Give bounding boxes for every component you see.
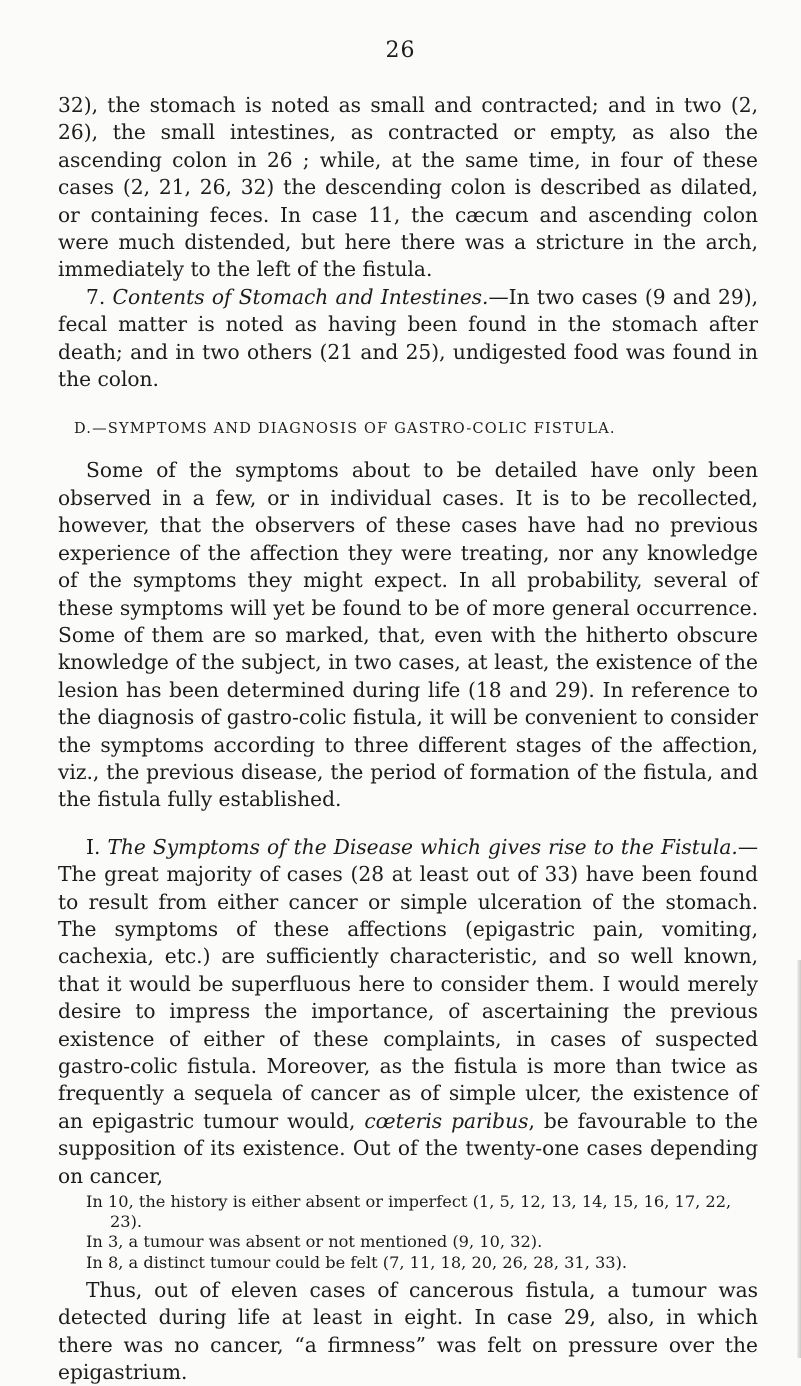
section-7-text: —In two cases (9 and 29), fecal matter is noted as having been found in the stomach after death; and in two others (21 and 25), undigested food was found in the colon. xyxy=(58,284,758,392)
section-7-paragraph xyxy=(58,284,758,394)
case-list-item: In 3, a tumour was absent or not mentioned (9, 10, 32). xyxy=(86,1232,543,1252)
section-7-number: 7. xyxy=(86,284,106,309)
case-list-item: In 8, a distinct tumour could be felt (7, 11, 18, 20, 26, 28, 31, 33). xyxy=(86,1252,628,1272)
section-i-text-b: , be favourable to the supposition of its existence. Out of the twenty-one cases depending on cancer, xyxy=(58,1108,758,1188)
page-edge-shadow xyxy=(797,960,801,1358)
final-paragraph: Thus, out of eleven cases of cancerous fistula, a tumour was detected during life at least in eight. In case 29, also, in which there was no cancer, “a firmness” was felt on pressure over the epigastrium. xyxy=(58,1277,758,1385)
paragraph-continuation: 32), the stomach is noted as small and contracted; and in two (2, 26), the small intestines, as contracted or empty, as also the ascending colon in 26 ; while, at the same time, in four of these cases (2, 21, 26, 32) the descending colon is described as dilated, or containing feces. In case 11, the cæcum and ascending colon were much distended, but here there was a stricture in the arch, immediately to the left of the fistula. xyxy=(58,93,758,282)
section-i-text-a: — The great majority of cases (28 at least out of 33) have been found to result from either cancer or simple ulceration of the stomach. The symptoms of these affections (epigastric pain, vomiting, cachexia, etc.) are sufficiently characteristic, and so well known, that it would be superfluous here to consider them. I would merely desire to impress the importance, of ascertaining the previous existence of either of these complaints, in cases of suspected gastro-colic fistula. Moreover, as the fistula is more than twice as frequently a sequela of cancer as of simple ulcer, the existence of an epigastric tumour would, xyxy=(58,834,759,1133)
page-number: 26 xyxy=(385,38,416,63)
section-i-number: I. xyxy=(86,834,101,859)
symptoms-paragraph: Some of the symptoms about to be detailed have only been observed in a few, or in individual cases. It is to be recollected, however, that the observers of these cases have had no previous experience of the affection they were treating, nor any knowledge of the symptoms they might expect. In all probability, several of these symptoms will yet be found to be of more general occurrence. Some of them are so marked, that, even with the hitherto obscure knowledge of the subject, in two cases, at least, the existence of the lesion has been determined during life (18 and 29). In reference to the diagnosis of gastro-colic fistula, it will be convenient to consider the symptoms according to three different stages of the affection, viz., the previous disease, the period of formation of the fistula, and the fistula fully established. xyxy=(58,458,758,812)
section-i-title: The Symptoms of the Disease which gives rise to the Fistula. xyxy=(107,834,738,859)
section-d-heading: D.—SYMPTOMS AND DIAGNOSIS OF GASTRO-COLIC FISTULA. xyxy=(74,421,616,438)
case-list-item: In 10, the history is either absent or imperfect (1, 5, 12, 13, 14, 15, 16, 17, 22, 23). xyxy=(86,1192,732,1232)
section-i-paragraph xyxy=(58,834,758,1190)
section-7-title: Contents of Stomach and Intestines. xyxy=(112,284,489,309)
case-list xyxy=(58,1192,758,1273)
latin-phrase: cœteris paribus xyxy=(364,1108,529,1133)
body-text xyxy=(58,92,758,1386)
